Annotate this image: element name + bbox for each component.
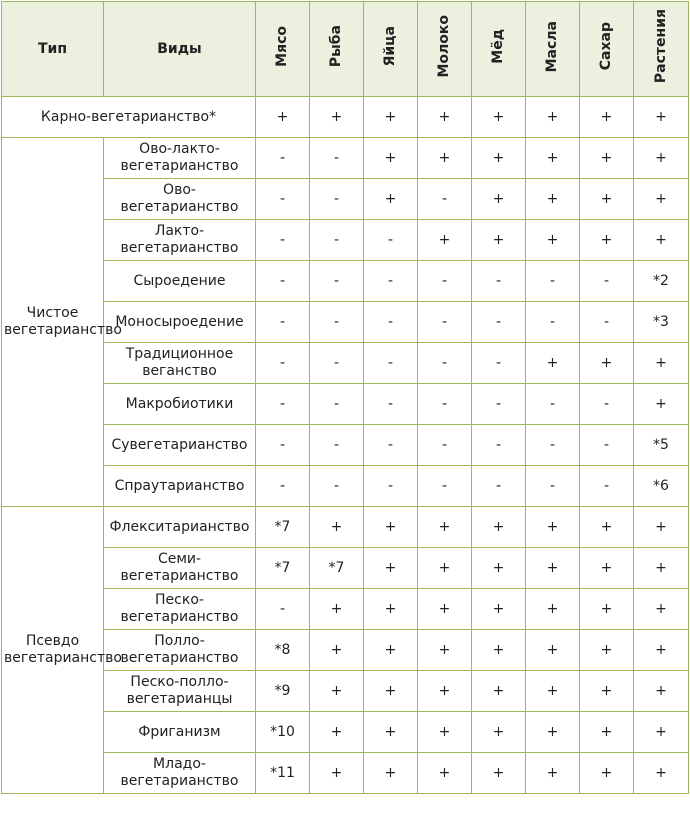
table-cell: + — [526, 179, 580, 220]
row-label: Традиционное веганство — [104, 343, 256, 384]
table-cell: + — [364, 671, 418, 712]
table-cell: - — [310, 179, 364, 220]
table-cell: + — [418, 671, 472, 712]
table-cell: + — [310, 97, 364, 138]
table-cell: + — [580, 589, 634, 630]
table-cell: - — [256, 466, 310, 507]
table-cell: + — [472, 138, 526, 179]
table-cell: + — [472, 97, 526, 138]
table-cell: - — [418, 425, 472, 466]
row-label: Ово-вегетарианство — [104, 179, 256, 220]
header-col — [472, 2, 526, 97]
table-cell: + — [418, 589, 472, 630]
table-cell: *8 — [256, 630, 310, 671]
table-cell: + — [526, 138, 580, 179]
table-row — [2, 753, 689, 794]
group-type: Псевдо вегетарианство — [2, 507, 104, 794]
table-cell: + — [472, 712, 526, 753]
table-cell: + — [634, 753, 689, 794]
table-row — [2, 712, 689, 753]
row-label: Спраутарианство — [104, 466, 256, 507]
table-cell: - — [364, 261, 418, 302]
table-cell: - — [364, 425, 418, 466]
table-cell: + — [418, 507, 472, 548]
table-cell: + — [526, 589, 580, 630]
table-cell: + — [634, 589, 689, 630]
table-cell: + — [634, 97, 689, 138]
row-label: Сувегетарианство — [104, 425, 256, 466]
table-cell: + — [418, 630, 472, 671]
table-cell: *7 — [256, 507, 310, 548]
table-cell: - — [256, 302, 310, 343]
header-col — [418, 2, 472, 97]
table-cell: + — [364, 630, 418, 671]
table-cell: + — [418, 548, 472, 589]
table-cell: + — [418, 753, 472, 794]
table-cell: + — [364, 507, 418, 548]
table-cell: + — [580, 507, 634, 548]
table-cell: + — [364, 138, 418, 179]
table-cell: - — [256, 220, 310, 261]
table-cell: - — [310, 220, 364, 261]
table-cell: + — [364, 589, 418, 630]
table-cell: + — [634, 548, 689, 589]
table-cell: - — [310, 466, 364, 507]
table-cell: - — [256, 138, 310, 179]
table-cell: *3 — [634, 302, 689, 343]
table-cell: + — [418, 97, 472, 138]
table-cell: + — [526, 671, 580, 712]
header-col-label: Мясо — [274, 26, 290, 67]
header-col — [526, 2, 580, 97]
table-cell: + — [364, 548, 418, 589]
table-header — [2, 2, 689, 97]
table-cell: - — [364, 220, 418, 261]
table-cell: - — [310, 384, 364, 425]
table-cell: - — [418, 261, 472, 302]
header-col — [310, 2, 364, 97]
table-row — [2, 384, 689, 425]
table-cell: + — [580, 97, 634, 138]
header-col — [634, 2, 689, 97]
header-col — [364, 2, 418, 97]
header-col-label: Рыба — [328, 25, 344, 68]
table-cell: - — [580, 425, 634, 466]
table-row — [2, 138, 689, 179]
table-cell: - — [364, 302, 418, 343]
table-cell: - — [256, 179, 310, 220]
table-cell: + — [580, 671, 634, 712]
table-cell: *7 — [256, 548, 310, 589]
table-cell: + — [634, 384, 689, 425]
table-cell: - — [580, 384, 634, 425]
table-cell: + — [310, 712, 364, 753]
table-cell: + — [526, 343, 580, 384]
row-label: Песко-вегетарианство — [104, 589, 256, 630]
table-cell: - — [256, 261, 310, 302]
row-label: Песко-полло-вегетарианцы — [104, 671, 256, 712]
header-col-label: Растения — [652, 9, 669, 84]
table-cell: + — [472, 753, 526, 794]
table-cell: + — [580, 753, 634, 794]
row-label: Фриганизм — [104, 712, 256, 753]
table-cell: - — [526, 425, 580, 466]
table-cell: - — [364, 343, 418, 384]
table-cell: + — [418, 138, 472, 179]
table-cell: *9 — [256, 671, 310, 712]
table-cell: - — [418, 343, 472, 384]
table-cell: + — [580, 179, 634, 220]
table-cell: + — [634, 671, 689, 712]
table-cell: + — [580, 138, 634, 179]
table-row — [2, 179, 689, 220]
row-label: Младо-вегетарианство — [104, 753, 256, 794]
table-cell: + — [634, 138, 689, 179]
table-cell: + — [472, 220, 526, 261]
table-cell: - — [580, 261, 634, 302]
row-label: Макробиотики — [104, 384, 256, 425]
table-row — [2, 343, 689, 384]
table-cell: - — [526, 466, 580, 507]
row-label: Лакто-вегетарианство — [104, 220, 256, 261]
table-cell: - — [526, 384, 580, 425]
table-cell: + — [634, 179, 689, 220]
header-col-label: Масла — [544, 20, 560, 73]
table-cell: - — [472, 384, 526, 425]
table-cell: + — [580, 343, 634, 384]
table-cell: + — [526, 97, 580, 138]
table-cell: - — [256, 343, 310, 384]
table-cell: - — [310, 138, 364, 179]
table-cell: *7 — [310, 548, 364, 589]
table-cell: *5 — [634, 425, 689, 466]
group-type: Чистое вегетарианство — [2, 138, 104, 507]
row-label: Карно-вегетарианство* — [2, 97, 256, 138]
table-cell: + — [364, 712, 418, 753]
table-cell: + — [472, 548, 526, 589]
table-cell: - — [472, 425, 526, 466]
table-cell: - — [310, 302, 364, 343]
header-col-label: Яйца — [382, 26, 398, 67]
table-row — [2, 507, 689, 548]
table-cell: - — [526, 302, 580, 343]
row-label: Полло-вегетарианство — [104, 630, 256, 671]
table-cell: + — [634, 343, 689, 384]
table-cell: + — [526, 753, 580, 794]
table-cell: + — [472, 671, 526, 712]
table-cell: + — [526, 712, 580, 753]
table-cell: - — [472, 302, 526, 343]
table-cell: + — [472, 589, 526, 630]
table-cell: + — [310, 589, 364, 630]
table-cell: + — [364, 753, 418, 794]
table-cell: - — [418, 179, 472, 220]
diet-table — [1, 1, 689, 794]
table-cell: - — [364, 384, 418, 425]
table-cell: + — [310, 753, 364, 794]
row-label: Сыроедение — [104, 261, 256, 302]
table-cell: + — [526, 507, 580, 548]
table-cell: - — [472, 466, 526, 507]
table-cell: *10 — [256, 712, 310, 753]
table-cell: *6 — [634, 466, 689, 507]
header-type: Тип — [2, 2, 104, 97]
table-cell: + — [364, 179, 418, 220]
table-row — [2, 261, 689, 302]
table-cell: *2 — [634, 261, 689, 302]
table-cell: + — [634, 220, 689, 261]
table-cell: + — [472, 179, 526, 220]
table-cell: - — [580, 466, 634, 507]
row-label: Моносыроедение — [104, 302, 256, 343]
table-row — [2, 466, 689, 507]
table-cell: - — [472, 343, 526, 384]
table-cell: - — [526, 261, 580, 302]
row-label: Ово-лакто-вегетарианство — [104, 138, 256, 179]
row-label: Семи-вегетарианство — [104, 548, 256, 589]
table-cell: + — [364, 97, 418, 138]
table-cell: + — [580, 630, 634, 671]
table-cell: + — [310, 507, 364, 548]
table-cell: + — [256, 97, 310, 138]
table-row — [2, 671, 689, 712]
table-cell: - — [418, 466, 472, 507]
table-cell: + — [580, 712, 634, 753]
table-cell: + — [472, 630, 526, 671]
table-cell: + — [472, 507, 526, 548]
header-col-label: Сахар — [598, 22, 614, 71]
table-cell: + — [418, 220, 472, 261]
table-cell: - — [580, 302, 634, 343]
table-cell: + — [634, 630, 689, 671]
table-cell: - — [310, 343, 364, 384]
table-cell: + — [580, 548, 634, 589]
table-row — [2, 220, 689, 261]
header-kinds: Виды — [104, 2, 256, 97]
table-cell: + — [418, 712, 472, 753]
table-row — [2, 425, 689, 466]
table-row — [2, 97, 689, 138]
table-cell: + — [634, 712, 689, 753]
table-cell: - — [256, 589, 310, 630]
table-cell: - — [310, 261, 364, 302]
table-row — [2, 548, 689, 589]
table-cell: *11 — [256, 753, 310, 794]
table-cell: + — [310, 671, 364, 712]
table-row — [2, 589, 689, 630]
header-col — [256, 2, 310, 97]
table-cell: + — [310, 630, 364, 671]
table-cell: - — [472, 261, 526, 302]
table-body — [2, 97, 689, 794]
table-cell: + — [526, 220, 580, 261]
header-col-label: Молоко — [436, 15, 452, 78]
header-col — [580, 2, 634, 97]
table-cell: - — [364, 466, 418, 507]
table-cell: - — [256, 384, 310, 425]
table-cell: + — [526, 548, 580, 589]
table-cell: + — [634, 507, 689, 548]
table-cell: + — [526, 630, 580, 671]
table-cell: - — [418, 302, 472, 343]
header-col-label: Мёд — [490, 29, 506, 64]
table-cell: - — [418, 384, 472, 425]
table-cell: + — [580, 220, 634, 261]
table-cell: - — [310, 425, 364, 466]
row-label: Флекситарианство — [104, 507, 256, 548]
table-cell: - — [256, 425, 310, 466]
